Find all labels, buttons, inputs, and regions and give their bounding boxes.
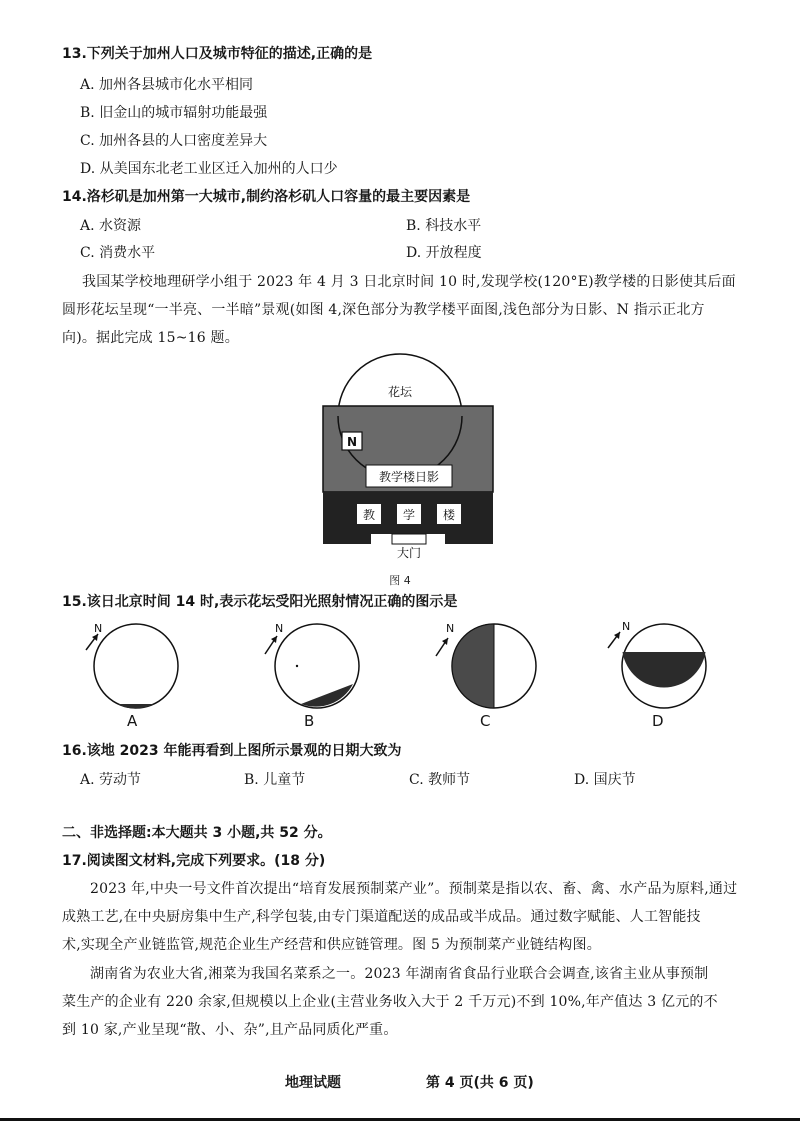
q16-option-a: A. 劳动节 bbox=[80, 772, 142, 788]
paragraph-line: 术,实现全产业链监管,规范企业生产经营和供应链管理。图 5 为预制菜产业链结构图。 bbox=[62, 937, 601, 953]
shadow-label: 教学楼日影 bbox=[378, 470, 440, 484]
q15-option-b-figure bbox=[257, 618, 367, 710]
q16-stem: 16.该地 2023 年能再看到上图所示景观的日期大致为 bbox=[62, 743, 402, 759]
q15-option-d-figure bbox=[604, 618, 714, 710]
q13-stem: 13.下列关于加州人口及城市特征的描述,正确的是 bbox=[62, 46, 373, 62]
q17-paragraph-2 bbox=[62, 960, 797, 1044]
building-char: 楼 bbox=[442, 508, 456, 522]
building-wing-right bbox=[445, 534, 493, 544]
q13-option-a: A. 加州各县城市化水平相同 bbox=[80, 77, 254, 93]
building-wing-left bbox=[323, 534, 371, 544]
north-label: N bbox=[446, 622, 455, 635]
footer-page-number: 第 4 页(共 6 页) bbox=[426, 1075, 534, 1091]
q15-option-b-label: B bbox=[304, 712, 315, 730]
flowerbed-label: 花坛 bbox=[387, 385, 413, 399]
paragraph-line: 菜生产的企业有 220 余家,但规模以上企业(主营业务收入大于 2 千万元)不到 10%,年产值达 3 亿元的不 bbox=[62, 994, 718, 1010]
north-arrowhead bbox=[271, 636, 277, 643]
gate-label: 大门 bbox=[396, 546, 422, 560]
q13-option-b: B. 旧金山的城市辐射功能最强 bbox=[80, 105, 268, 121]
q14-option-a: A. 水资源 bbox=[80, 218, 142, 234]
paragraph-line: 到 10 家,产业呈现“散、小、杂”,且产品同质化严重。 bbox=[62, 1022, 398, 1038]
q16-option-c: C. 教师节 bbox=[409, 772, 471, 788]
intro-line: 我国某学校地理研学小组于 2023 年 4 月 3 日北京时间 10 时,发现学校(120°E)教学楼的日影使其后面 bbox=[82, 274, 736, 290]
intro-15-16 bbox=[62, 268, 792, 352]
north-label: N bbox=[275, 622, 284, 635]
flowerbed-circle bbox=[275, 624, 359, 708]
north-label: N bbox=[94, 622, 103, 635]
shadow-half-left bbox=[452, 624, 494, 708]
q15-stem: 15.该日北京时间 14 时,表示花坛受阳光照射情况正确的图示是 bbox=[62, 594, 458, 610]
building-char: 教 bbox=[362, 508, 376, 522]
section-2-heading: 二、非选择题:本大题共 3 小题,共 52 分。 bbox=[62, 825, 332, 841]
paragraph-line: 湖南省为农业大省,湘菜为我国名菜系之一。2023 年湖南省食品行业联合会调查,该省主业从事预制 bbox=[90, 966, 709, 982]
paragraph-line: 成熟工艺,在中央厨房集中生产,科学包装,由专门渠道配送的成品或半成品。通过数字赋能、人工智能技 bbox=[62, 909, 701, 925]
north-label: N bbox=[622, 620, 631, 633]
q14-stem: 14.洛杉矶是加州第一大城市,制约洛杉矶人口容量的最主要因素是 bbox=[62, 189, 471, 205]
footer-subject: 地理试题 bbox=[285, 1075, 341, 1091]
q16-option-d: D. 国庆节 bbox=[574, 772, 636, 788]
q14-option-b: B. 科技水平 bbox=[406, 218, 482, 234]
paragraph-line: 2023 年,中央一号文件首次提出“培育发展预制菜产业”。预制菜是指以农、畜、禽、水产品为原料,通过 bbox=[90, 881, 738, 897]
q17-stem: 17.阅读图文材料,完成下列要求。(18 分) bbox=[62, 853, 326, 869]
shadow-sliver bbox=[118, 704, 154, 708]
figure-4-caption: 图 4 bbox=[389, 574, 411, 587]
q13-option-c: C. 加州各县的人口密度差异大 bbox=[80, 133, 268, 149]
gate-shape bbox=[392, 534, 426, 544]
speck bbox=[296, 665, 298, 667]
q15-option-d-label: D bbox=[652, 712, 664, 730]
q14-option-d: D. 开放程度 bbox=[406, 245, 482, 261]
q15-option-a-figure bbox=[78, 618, 188, 710]
q15-option-c-figure bbox=[432, 618, 542, 710]
intro-line: 向)。据此完成 15~16 题。 bbox=[62, 330, 239, 346]
intro-line: 圆形花坛呈现“一半亮、一半暗”景观(如图 4,深色部分为教学楼平面图,浅色部分为日影、N 指示正北方 bbox=[62, 302, 705, 318]
figure-4-diagram bbox=[320, 352, 500, 592]
q15-option-a-label: A bbox=[127, 712, 138, 730]
q17-paragraph-1 bbox=[62, 875, 797, 959]
q16-option-b: B. 儿童节 bbox=[244, 772, 306, 788]
north-label: N bbox=[346, 435, 358, 449]
q13-option-d: D. 从美国东北老工业区迁入加州的人口少 bbox=[80, 161, 338, 177]
bottom-rule bbox=[0, 1118, 800, 1121]
flowerbed-circle bbox=[94, 624, 178, 708]
building-char: 学 bbox=[402, 508, 416, 522]
q15-option-c-label: C bbox=[480, 712, 491, 730]
north-arrowhead bbox=[442, 638, 448, 645]
q14-option-c: C. 消费水平 bbox=[80, 245, 156, 261]
